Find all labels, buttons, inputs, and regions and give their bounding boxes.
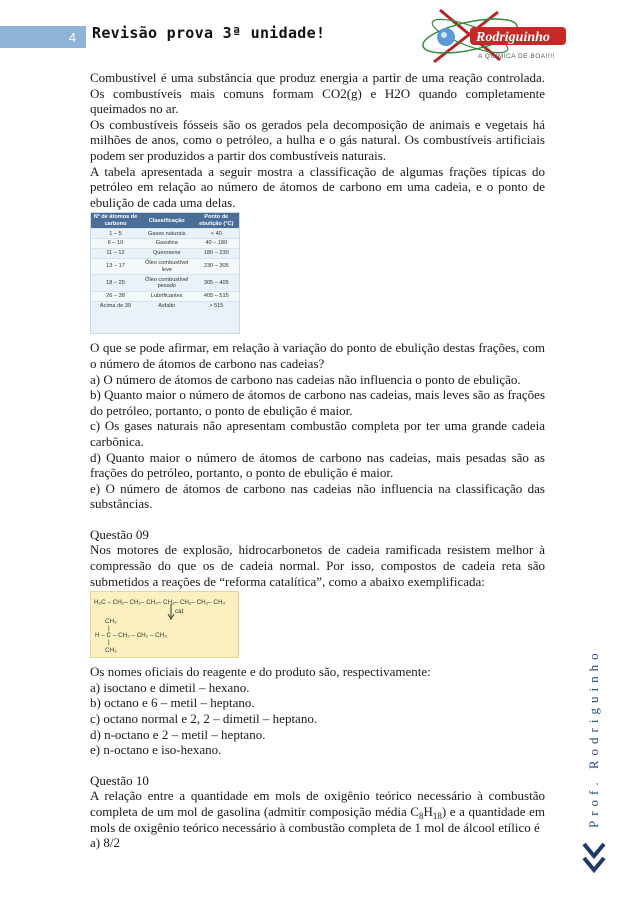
product-line: CH₃ bbox=[105, 618, 117, 626]
table-cell: 1 – 5 bbox=[91, 229, 140, 239]
question-09-question: Os nomes oficiais do reagente e do produto são, respectivamente: bbox=[90, 664, 431, 680]
table-header: Ponto de ebulição (°C) bbox=[194, 213, 239, 229]
question-10-stem-end: ) e a quantidade em mols de oxigênio teórico necessário à combustão completa de 1 mol de álcool etílico é bbox=[90, 804, 545, 835]
question-10-option-a: a) 8/2 bbox=[90, 835, 120, 851]
logo-text: Rodriguinho bbox=[476, 30, 550, 45]
table-cell: Óleo combustível leve bbox=[140, 258, 194, 274]
table-cell: Óleo combustível pesado bbox=[140, 275, 194, 291]
table-row bbox=[91, 229, 239, 239]
question-10-stem bbox=[90, 788, 545, 835]
table-row bbox=[91, 239, 239, 249]
page-title: Revisão prova 3ª unidade! bbox=[92, 24, 326, 42]
table-row bbox=[91, 291, 239, 301]
table-cell: Gasolina bbox=[140, 239, 194, 249]
page-content bbox=[90, 70, 545, 851]
question-09-option-d: d) n-octano e 2 – metil – heptano. bbox=[90, 726, 266, 742]
question-09-option-c: c) octano normal e 2, 2 – dimetil – heptano. bbox=[90, 711, 318, 727]
side-author-label: Prof. Rodriguinho bbox=[586, 648, 601, 828]
table-cell: 230 – 305 bbox=[194, 258, 239, 274]
table-cell: 405 – 515 bbox=[194, 291, 239, 301]
table-header: Classificação bbox=[140, 213, 194, 229]
question-09-option-a: a) isoctano e dimetil – hexano. bbox=[90, 679, 250, 695]
table-cell: Lubrificantes bbox=[140, 291, 194, 301]
question-10-heading: Questão 10 bbox=[90, 772, 149, 788]
product-line: H – C – CH₂ – CH₂ – CH₃ bbox=[95, 632, 167, 640]
product-line: | bbox=[108, 625, 110, 633]
question-08-option-a: a) O número de átomos de carbono nas cadeias não influencia o ponto de ebulição. bbox=[90, 371, 521, 387]
table-header-row bbox=[91, 213, 239, 229]
question-10-stem-start: A relação entre a quantidade em mols de oxigênio teórico necessário à combustão completa de um mol de gasolina (admitir composição média C bbox=[90, 788, 545, 819]
hydrogen-symbol: H bbox=[423, 804, 433, 819]
intro-paragraph-2: Os combustíveis fósseis são os gerados pela decomposição de animais e vegetais há milhões de anos, como o petróleo, a hulha e o gás natural. Os combustíveis artificiais podem ser produzidos a partir dos combustíveis naturais. bbox=[90, 116, 545, 163]
table-cell: 18 – 25 bbox=[91, 275, 140, 291]
hydrogen-subscript: 18 bbox=[432, 811, 442, 821]
table-cell: Acima de 39 bbox=[91, 301, 140, 310]
rodriguinho-logo bbox=[400, 6, 570, 70]
table-cell: > 515 bbox=[194, 301, 239, 310]
table-cell: < 40 bbox=[194, 229, 239, 239]
table-cell: 180 – 230 bbox=[194, 249, 239, 259]
table-cell: Asfalto bbox=[140, 301, 194, 310]
table-cell: Gases naturais bbox=[140, 229, 194, 239]
question-08-option-d: d) Quanto maior o número de átomos de carbono nas cadeias, mais pesadas são as frações do petróleo, portanto, o ponto de ebulição é maior. bbox=[90, 449, 545, 481]
question-09-option-e: e) n-octano e iso-hexano. bbox=[90, 742, 222, 758]
table-cell: 305 – 405 bbox=[194, 275, 239, 291]
table-cell: 13 – 17 bbox=[91, 258, 140, 274]
intro-paragraph-1: Combustível é uma substância que produz energia a partir de uma reação controlada. Os combustíveis mais comuns formam CO2(g) e H2O quando completamente queimados no ar. bbox=[90, 70, 545, 117]
question-08-option-e: e) O número de átomos de carbono nas cadeias não influencia na classificação das substâncias. bbox=[90, 480, 545, 512]
carbon-subscript: 8 bbox=[418, 811, 424, 821]
table-cell: 11 – 12 bbox=[91, 249, 140, 259]
question-09-option-b: b) octano e 6 – metil – heptano. bbox=[90, 695, 255, 711]
page-number: 4 bbox=[0, 26, 86, 48]
question-08-stem: O que se pode afirmar, em relação à variação do ponto de ebulição destas frações, com o número de átomos de carbono nas cadeias? bbox=[90, 340, 545, 371]
catalyst-label: cat bbox=[175, 608, 184, 616]
catalytic-reforming-reaction bbox=[90, 591, 239, 658]
table-cell: 26 – 38 bbox=[91, 291, 140, 301]
question-08-option-c: c) Os gases naturais não apresentam combustão completa por ter uma grande cadeia carbônica. bbox=[90, 418, 545, 449]
reactant-formula: H₃C – CH₂– CH₂– CH₂– CH₂– CH₂– CH₂– CH₃ bbox=[94, 599, 226, 607]
double-chevron-down-icon bbox=[580, 838, 608, 878]
table-cell: 40 – 180 bbox=[194, 239, 239, 249]
product-line: | bbox=[108, 639, 110, 647]
table-row bbox=[91, 301, 239, 310]
question-09-stem: Nos motores de explosão, hidrocarbonetos de cadeia ramificada resistem melhor à compressão do que os de cadeia normal. Por isso, compostos de cadeia reta são submetidos a reações de “reforma catalítica”, como a abaixo exemplificada: bbox=[90, 542, 545, 589]
table-cell: 6 – 10 bbox=[91, 239, 140, 249]
table-row bbox=[91, 258, 239, 274]
question-09-heading: Questão 09 bbox=[90, 526, 149, 542]
table-header: Nº de átomos de carbono bbox=[91, 213, 140, 229]
table-row bbox=[91, 249, 239, 259]
table-row bbox=[91, 275, 239, 291]
intro-paragraph-3: A tabela apresentada a seguir mostra a classificação de algumas frações típicas do petróleo em relação ao número de átomos de carbono em uma cadeia, e o ponto de ebulição de cada uma delas. bbox=[90, 163, 545, 210]
question-08-option-b: b) Quanto maior o número de átomos de carbono nas cadeias, mais leves são as frações do petróleo, portanto, o ponto de ebulição é maior. bbox=[90, 387, 545, 418]
product-line: CH₃ bbox=[105, 647, 117, 655]
logo-tagline: A QUÍMICA DE BOA!!!! bbox=[478, 53, 555, 60]
table-cell: Querosene bbox=[140, 249, 194, 259]
reaction-arrow-icon bbox=[167, 604, 175, 620]
petroleum-fractions-table bbox=[90, 212, 240, 334]
